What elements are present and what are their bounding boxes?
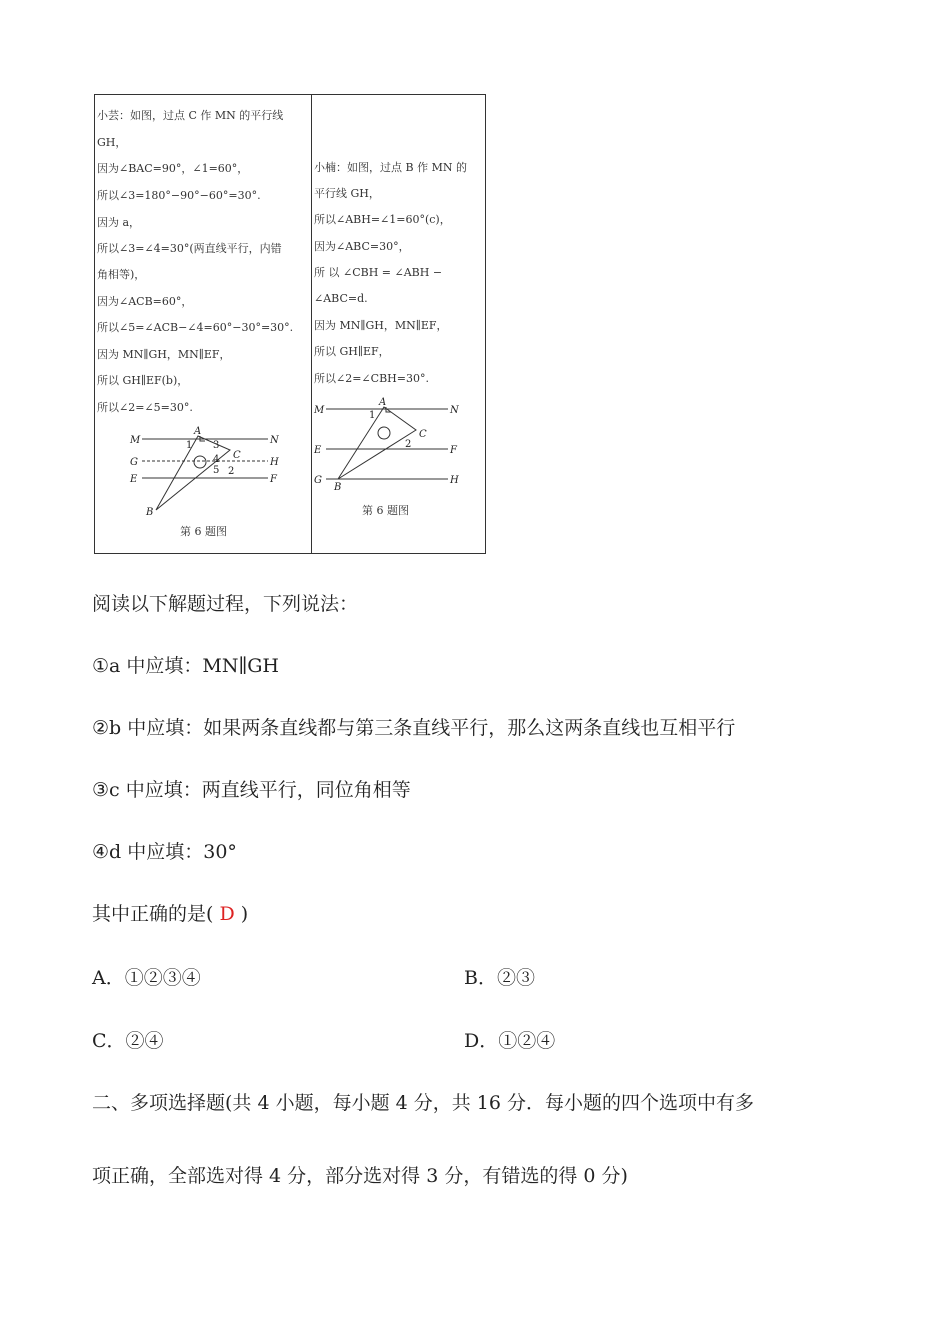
left-line: 因为∠BAC=90°，∠1=60°， <box>97 162 249 175</box>
left-caption: 第 6 题图 <box>180 525 227 538</box>
statement-1: ①a 中应填：MN∥GH <box>92 655 280 677</box>
left-line: 角相等)， <box>97 268 146 281</box>
label: F <box>270 474 277 485</box>
label: A <box>194 426 202 437</box>
label: N <box>450 405 459 416</box>
label: M <box>130 435 141 446</box>
left-line: 所以∠3=∠4=30°(两直线平行，内错 <box>97 242 282 255</box>
label: C <box>419 429 427 440</box>
left-line: 所以∠2=∠5=30°. <box>97 401 193 414</box>
label: G <box>314 475 322 486</box>
statement-4: ④d 中应填：30° <box>92 841 237 863</box>
circle-mark <box>378 427 390 439</box>
label: B <box>146 507 154 518</box>
left-line: GH， <box>97 136 127 149</box>
right-line: ∠ABC=d. <box>314 292 368 305</box>
label: H <box>450 475 459 486</box>
statement-2: ②b 中应填：如果两条直线都与第三条直线平行，那么这两条直线也互相平行 <box>92 717 736 739</box>
label: 3 <box>213 440 220 451</box>
prompt-prefix: 其中正确的是( <box>92 903 214 925</box>
left-line: 因为 MN∥GH，MN∥EF， <box>97 348 231 361</box>
option-a: A．①②③④ <box>92 967 201 989</box>
right-line: 所 以 ∠CBH = ∠ABH − <box>314 266 443 279</box>
label: 2 <box>228 466 235 477</box>
section-heading-line1: 二、多项选择题(共 4 小题，每小题 4 分，共 16 分．每小题的四个选项中有多 <box>92 1092 755 1114</box>
statement-3: ③c 中应填：两直线平行，同位角相等 <box>92 779 411 801</box>
right-line: 所以∠ABH=∠1=60°(c)， <box>314 213 451 226</box>
right-line: 所以 GH∥EF， <box>314 345 390 358</box>
label: 5 <box>213 465 220 476</box>
label: G <box>130 457 138 468</box>
left-line: 所以∠3=180°−90°−60°=30°. <box>97 189 261 202</box>
label: 1 <box>369 410 376 421</box>
left-line: 小芸：如图，过点 C 作 MN 的平行线 <box>97 109 284 122</box>
option-c: C．②④ <box>92 1030 164 1052</box>
right-line: 因为 MN∥GH，MN∥EF， <box>314 319 448 332</box>
left-line: 所以 GH∥EF(b)， <box>97 374 189 387</box>
right-line: 小楠：如图，过点 B 作 MN 的 <box>314 161 467 174</box>
label: A <box>379 397 387 408</box>
left-line: 因为∠ACB=60°， <box>97 295 193 308</box>
right-line: 所以∠2=∠CBH=30°. <box>314 372 429 385</box>
left-line: 因为 a， <box>97 216 141 229</box>
option-d: D．①②④ <box>464 1030 556 1052</box>
label: N <box>270 435 279 446</box>
label: C <box>233 450 241 461</box>
label: 1 <box>186 440 193 451</box>
question-intro: 阅读以下解题过程，下列说法： <box>92 593 359 615</box>
right-figure <box>312 396 484 496</box>
circle-mark <box>194 456 206 468</box>
label: E <box>130 474 138 485</box>
label: 2 <box>405 439 412 450</box>
left-figure <box>120 422 290 522</box>
label: M <box>314 405 325 416</box>
label: 4 <box>213 454 220 465</box>
label: B <box>334 482 342 493</box>
left-line: 所以∠5=∠ACB−∠4=60°−30°=30°. <box>97 321 294 334</box>
section-heading-line2: 项正确，全部选对得 4 分，部分选对得 3 分，有错选的得 0 分) <box>92 1165 628 1187</box>
answer-mark: D <box>219 903 235 925</box>
right-line: 因为∠ABC=30°， <box>314 240 410 253</box>
question-prompt <box>92 899 248 926</box>
label: E <box>314 445 322 456</box>
label: H <box>270 457 279 468</box>
right-line: 平行线 GH， <box>314 187 380 200</box>
right-caption: 第 6 题图 <box>362 504 409 517</box>
label: F <box>450 445 457 456</box>
prompt-suffix: ) <box>240 903 249 925</box>
option-b: B．②③ <box>464 967 535 989</box>
